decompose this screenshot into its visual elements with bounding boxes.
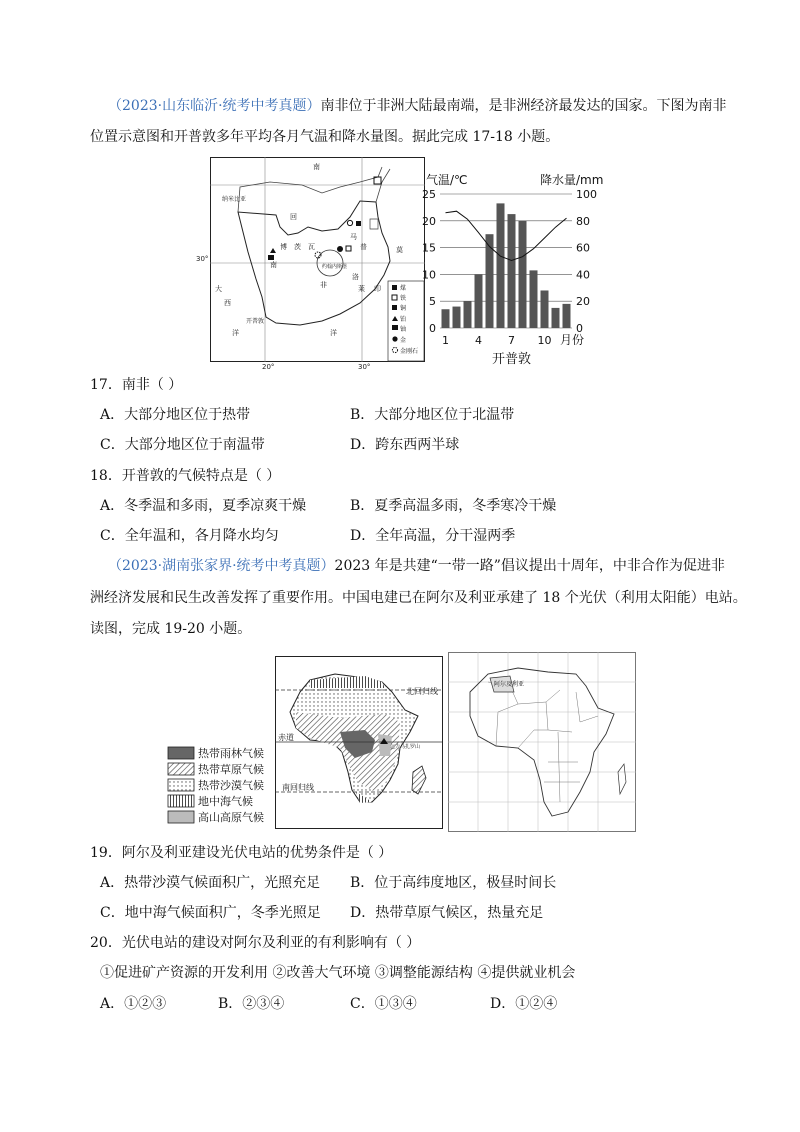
chart-caption: 开普敦 xyxy=(492,352,532,367)
lon-label: 30° xyxy=(358,363,371,371)
tropic-north-label: 北回归线 xyxy=(406,687,438,696)
map-label: 印 xyxy=(374,285,381,293)
map-label: 回 xyxy=(290,213,297,221)
q18-stem: 18．开普敦的气候特点是（ ） xyxy=(90,468,281,484)
map-label: 博 xyxy=(280,243,287,251)
legend-gold: 金 xyxy=(400,337,407,344)
map-label: 洛 xyxy=(352,273,359,281)
q20-items: ①促进矿产资源的开发利用 ②改善大气环境 ③调整能源结构 ④提供就业机会 xyxy=(100,965,576,981)
legend-uranium: 铀 xyxy=(400,326,407,333)
q17-18-intro-text1: 南非位于非洲大陆最南端，是非洲经济最发达的国家。下图为南非 xyxy=(320,98,727,114)
precipitation-bar xyxy=(464,301,472,328)
q17-stem: 17．南非（ ） xyxy=(90,377,183,393)
y-right-tick: 60 xyxy=(576,241,590,255)
q20-option-d[interactable]: D．①②④ xyxy=(490,996,558,1012)
q19-20-intro-line3: 读图，完成 19-20 小题。 xyxy=(90,621,252,637)
y-left-tick: 20 xyxy=(422,214,436,228)
q19-stem: 19．阿尔及利亚建设光伏电站的优势条件是（ ） xyxy=(90,845,393,861)
legend-iron: 铁 xyxy=(400,295,407,302)
legend-savanna: 热带草原气候 xyxy=(198,763,264,776)
q17-option-a[interactable]: A．大部分地区位于热带 xyxy=(100,407,251,423)
q17-18-intro-line1 xyxy=(108,95,727,117)
south-africa-map xyxy=(196,157,425,371)
lon-label: 20° xyxy=(262,363,275,371)
map-label: 开普敦 xyxy=(246,318,265,325)
q18-option-a[interactable]: A．冬季温和多雨，夏季凉爽干燥 xyxy=(100,498,307,514)
tropic-south-label: 南回归线 xyxy=(282,783,314,792)
q20-option-a[interactable]: A．①②③ xyxy=(100,996,167,1012)
legend-platinum: 铂 xyxy=(400,316,407,323)
q17-option-c[interactable]: C．大部分地区位于南温带 xyxy=(100,437,265,453)
legend-diamond: 金刚石 xyxy=(400,348,419,355)
precipitation-bar xyxy=(486,234,494,328)
precipitation-bar xyxy=(530,270,538,328)
q19-option-b[interactable]: B．位于高纬度地区，极昼时间长 xyxy=(350,875,557,891)
x-axis-label: 月份 xyxy=(560,333,585,347)
legend-highland: 高山高原气候 xyxy=(198,811,264,824)
precipitation-bar xyxy=(442,309,450,328)
y-left-tick: 5 xyxy=(429,295,436,309)
y-right-tick: 100 xyxy=(576,188,597,201)
precipitation-bar xyxy=(508,214,516,328)
y-left-tick: 0 xyxy=(429,322,436,335)
map-label: 马 xyxy=(350,233,357,241)
map-label: 莫 xyxy=(396,246,403,254)
precipitation-bar xyxy=(475,274,483,328)
legend-copper: 铜 xyxy=(400,305,407,312)
legend-rainforest: 热带雨林气候 xyxy=(198,747,264,760)
q18-option-c[interactable]: C．全年温和，各月降水均匀 xyxy=(100,528,279,544)
precipitation-bar xyxy=(552,308,560,328)
precipitation-bar xyxy=(453,307,461,328)
precipitation-bar xyxy=(563,304,571,328)
q17-option-d[interactable]: D．跨东西两半球 xyxy=(350,437,460,453)
y-right-label: 降水量/mm xyxy=(540,173,604,187)
lat-label: 30° xyxy=(196,255,209,263)
equator-label: 赤道 xyxy=(278,733,294,742)
map-label: 大 xyxy=(215,285,222,293)
map-label: 洋 xyxy=(330,329,337,337)
y-left-tick: 10 xyxy=(422,268,436,282)
q17-18-intro-line2: 位置示意图和开普敦多年平均各月气温和降水量图。据此完成 17-18 小题。 xyxy=(90,129,560,145)
q20-stem: 20．光伏电站的建设对阿尔及利亚的有利影响有（ ） xyxy=(90,935,421,951)
x-tick: 10 xyxy=(537,334,552,347)
y-right-tick: 40 xyxy=(576,268,590,282)
legend-desert: 热带沙漠气候 xyxy=(198,779,264,792)
algeria-label: 阿尔及利亚 xyxy=(494,681,525,688)
map-label: 洋 xyxy=(232,329,239,337)
y-right-tick: 20 xyxy=(576,295,590,309)
y-left-label: 气温/℃ xyxy=(426,173,468,187)
map-label: 约翰内斯堡 xyxy=(322,264,348,270)
x-tick: 4 xyxy=(475,334,482,347)
map-label: 南 xyxy=(270,261,277,269)
map-label: 普 xyxy=(360,243,367,251)
x-tick: 7 xyxy=(508,334,515,347)
precipitation-bar xyxy=(519,221,527,328)
map-label: 南 xyxy=(313,163,320,171)
q18-option-b[interactable]: B．夏季高温多雨，冬季寒冷干燥 xyxy=(350,498,557,514)
x-tick: 1 xyxy=(442,334,449,347)
peak-label: 乞力马扎罗山 xyxy=(390,744,421,750)
q17-18-source: （2023·山东临沂·统考中考真题） xyxy=(108,98,321,114)
legend-coal: 煤 xyxy=(400,285,407,292)
africa-climate-map xyxy=(160,652,445,832)
y-right-tick: 80 xyxy=(576,214,590,228)
map-label: 西 xyxy=(224,299,231,307)
q17-option-b[interactable]: B．大部分地区位于北温带 xyxy=(350,407,515,423)
map-label: 茨 xyxy=(294,243,301,251)
q20-option-b[interactable]: B．②③④ xyxy=(218,996,285,1012)
q18-option-d[interactable]: D．全年高温，分干湿两季 xyxy=(350,528,516,544)
q19-20-intro-line2: 洲经济发展和民生改善发挥了重要作用。中国电建已在阿尔及利亚承建了 18 个光伏（利用太阳能）电站。 xyxy=(90,590,747,606)
q19-20-intro-line1 xyxy=(108,555,725,577)
q19-option-c[interactable]: C．地中海气候面积广，冬季光照足 xyxy=(100,905,321,921)
africa-outline-map xyxy=(448,652,636,832)
map-label: 瓦 xyxy=(308,243,315,251)
temperature-line xyxy=(446,211,567,260)
q19-20-source: （2023·湖南张家界·统考中考真题） xyxy=(108,558,335,574)
legend-mediterranean: 地中海气候 xyxy=(198,795,253,808)
q20-option-c[interactable]: C．①③④ xyxy=(350,996,417,1012)
y-left-tick: 15 xyxy=(422,241,436,255)
capetown-climate-chart xyxy=(422,170,604,370)
map-label: 纳米比亚 xyxy=(222,196,247,203)
q19-option-a[interactable]: A．热带沙漠气候面积广，光照充足 xyxy=(100,875,321,891)
precipitation-bar xyxy=(497,203,505,328)
q19-option-d[interactable]: D．热带草原气候区，热量充足 xyxy=(350,905,544,921)
y-left-tick: 25 xyxy=(422,188,436,201)
q19-20-intro-text1: 2023 年是共建“一带一路”倡议提出十周年，中非合作为促进非 xyxy=(334,558,725,574)
y-right-tick: 0 xyxy=(576,322,583,335)
climate-legend xyxy=(168,746,264,824)
map-label: 莱 xyxy=(358,285,365,293)
precipitation-bar xyxy=(541,290,549,328)
map-label: 非 xyxy=(320,281,327,289)
